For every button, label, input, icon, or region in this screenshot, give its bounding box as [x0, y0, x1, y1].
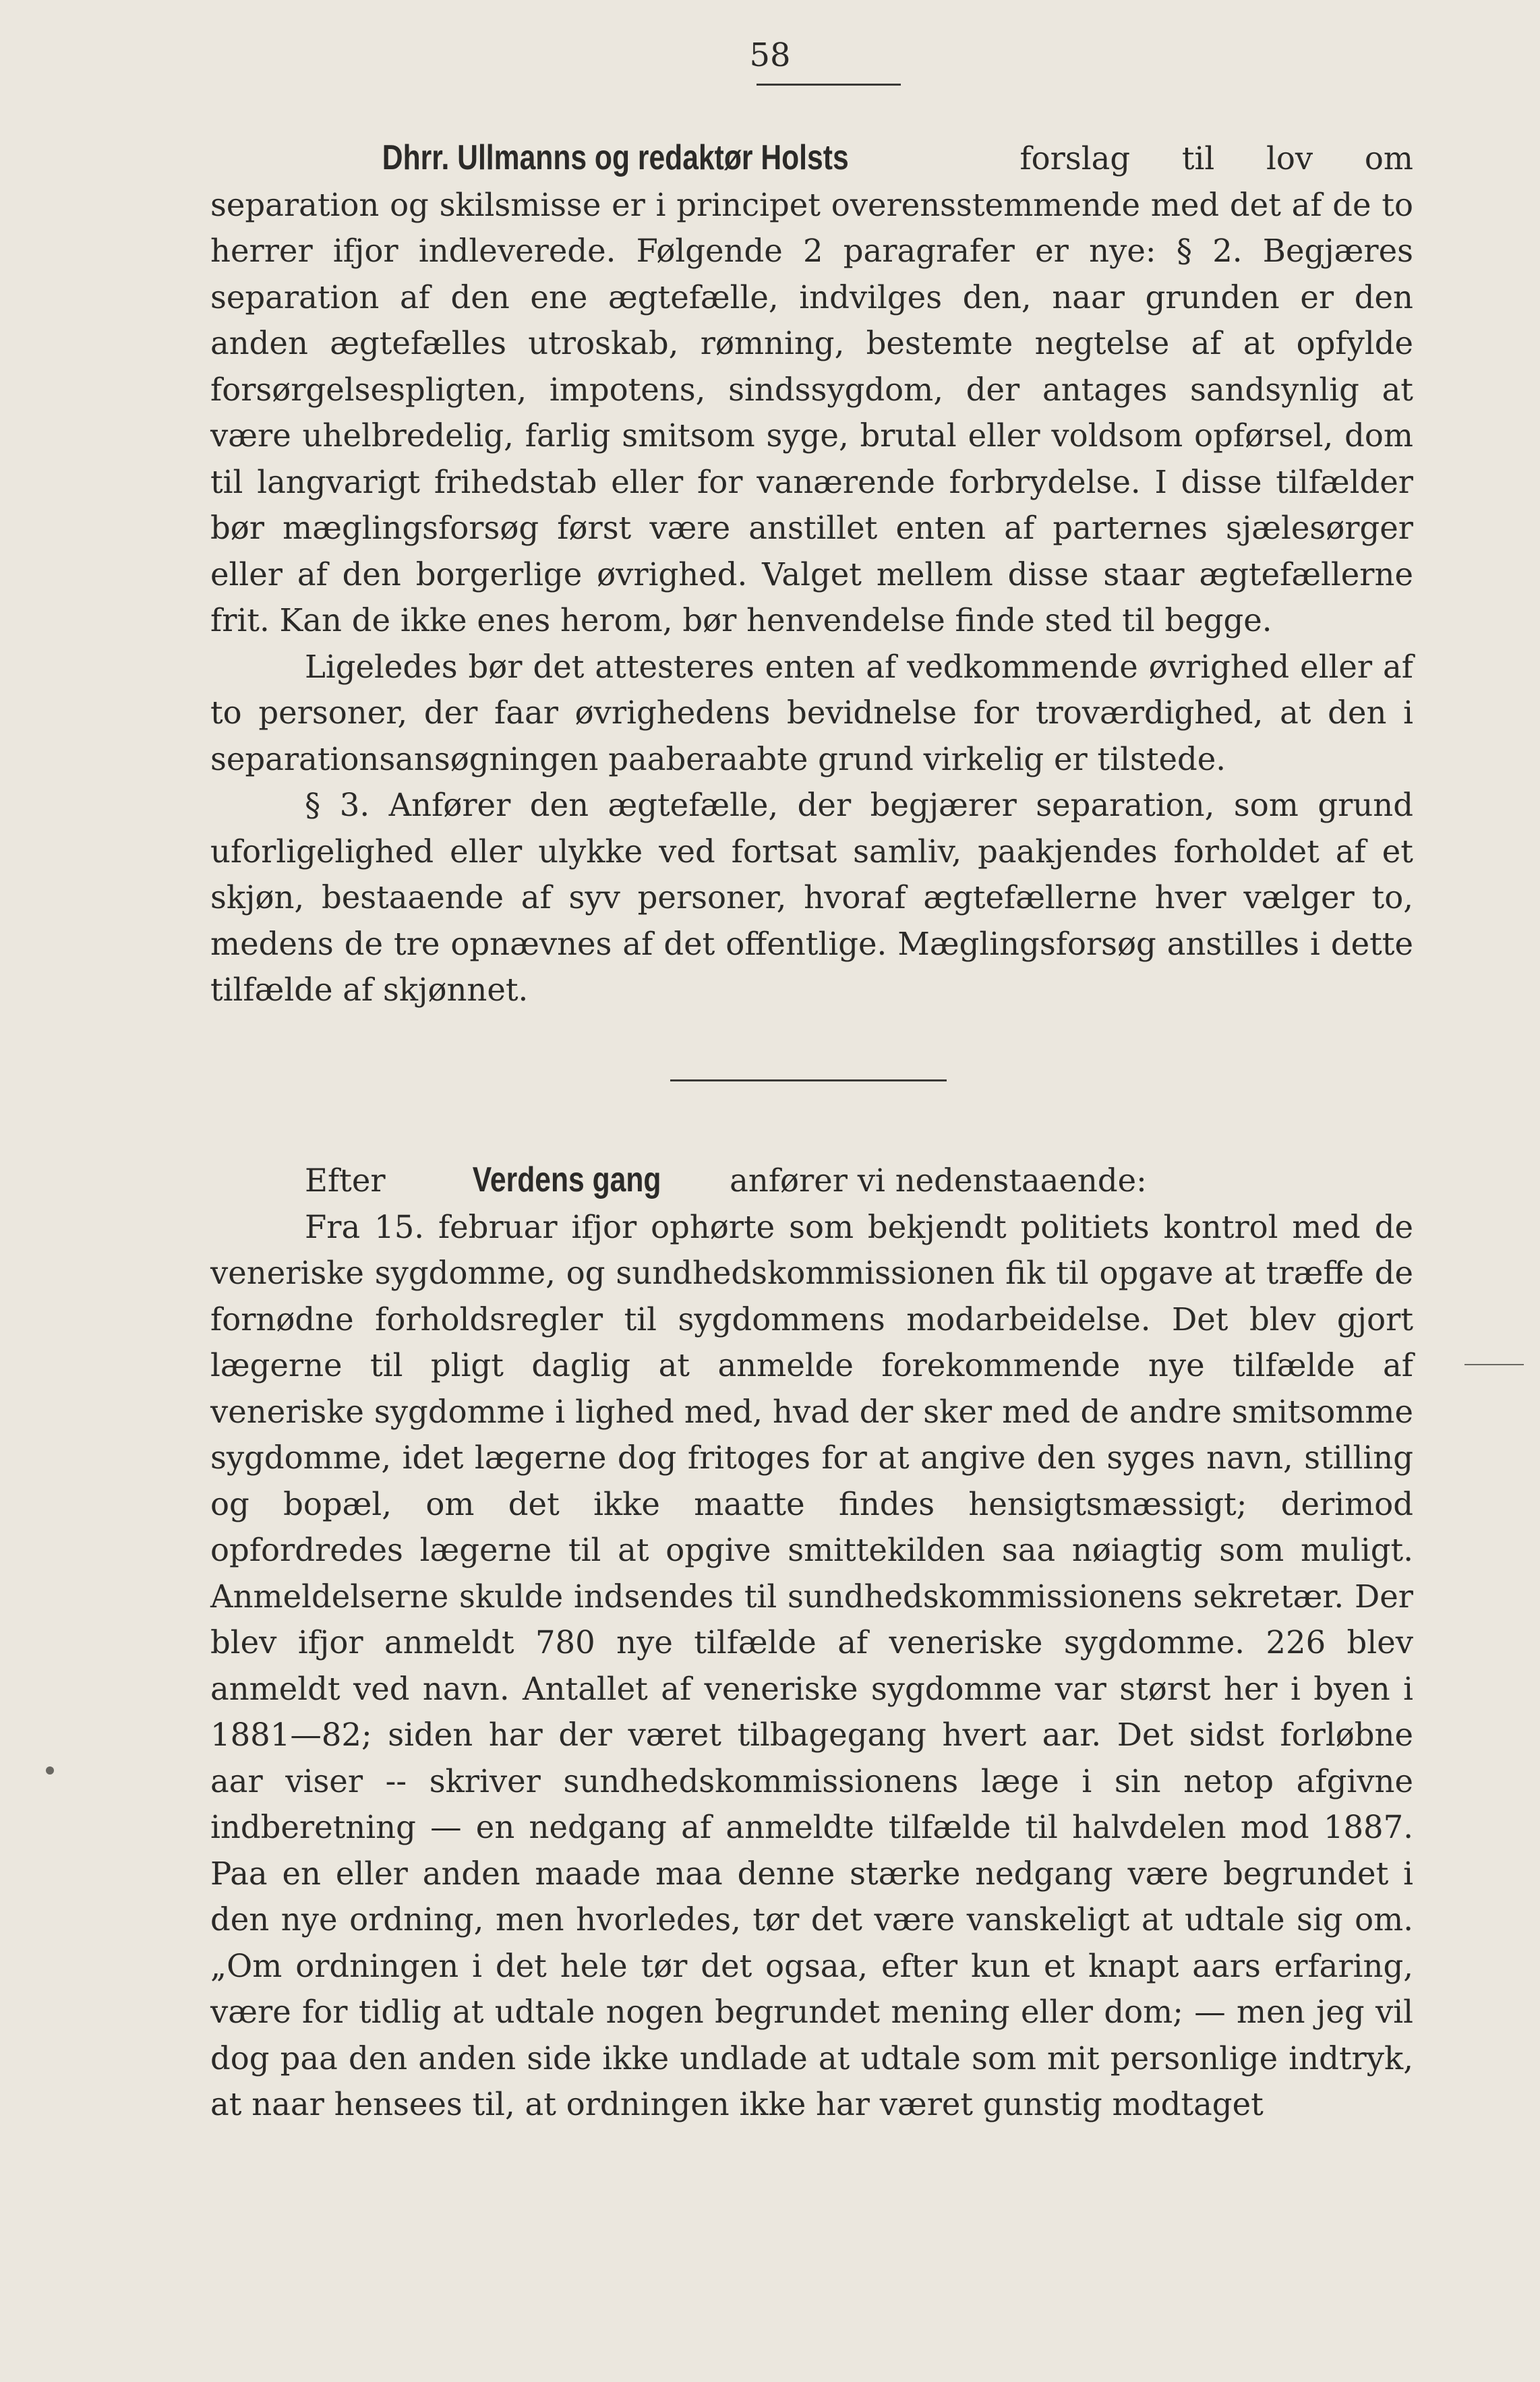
section-venereal-diseases: [210, 1157, 1413, 2128]
section-separation-law: [210, 135, 1413, 1013]
paragraph: [210, 135, 1413, 644]
intro-before: Efter: [305, 1162, 386, 1199]
paragraph: Fra 15. februar ifjor ophørte som bekjendt politiets kontrol med de veneriske sygdomme, og sundhedskommissionen fik til opgave at træffe de fornødne forholdsregler til sygdommens modarbeidelse. Det blev gjort lægerne til pligt daglig at anmelde forekommende nye tilfælde af veneriske sygdomme i lighed med, hvad der sker med de andre smitsomme sygdomme, idet lægerne dog fritoges for at angive den syges navn, stilling og bopæl, om det ikke maatte findes hensigtsmæssigt; derimod opfordredes lægerne til at opgive smittekilden saa nøiagtig som muligt. Anmeldelserne skulde indsendes til sundhedskommissionens sekretær. Der blev ifjor anmeldt 780 nye tilfælde af veneriske sygdomme. 226 blev anmeldt ved navn. Antallet af veneriske sygdomme var størst her i byen i 1881—82; siden har der været tilbagegang hvert aar. Det sidst forløbne aar viser -- skriver sundhedskommissionens læge i sin netop afgivne indberetning — en nedgang af anmeldte tilfælde til halvdelen mod 1887. Paa en eller anden maade maa denne stærke nedgang være begrundet i den nye ordning, men hvorledes, tør det være vanskeligt at udtale sig om. „Om ordningen i det hele tør det ogsaa, efter kun et knapt aars erfaring, være for tidlig at udtale nogen begrundet mening eller dom; — men jeg vil dog paa den anden side ikke undlade at udtale som mit personlige indtryk, at naar hensees til, at ordningen ikke har været gunstig modtaget: [210, 1208, 1413, 2122]
paragraph-text: forslag til lov om separation og skilsmisse er i principet overensstemmende med det af de to herrer ifjor indleverede. Følgende 2 paragrafer er nye: § 2. Begjæres separation af den ene ægtefælle, indvilges den, naar grunden er den anden ægtefælles utroskab, rømning, bestemte negtelse af at opfylde forsørgelsespligten, impotens, sindssygdom, der antages sandsynlig at være uhelbredelig, farlig smitsom syge, brutal eller voldsom opførsel, dom til langvarigt frihedstab eller for vanærende forbrydelse. I disse tilfælder bør mæglingsforsøg først være anstillet enten af parternes sjælesørger eller af den borgerlige øvrighed. Valget mellem disse staar ægtefællerne frit. Kan de ikke enes herom, bør henvendelse finde sted til begge.: [210, 140, 1413, 638]
section-heading: Verdens gang: [473, 1160, 661, 1199]
margin-dot: [46, 1766, 54, 1775]
page-number-rule: [757, 84, 901, 86]
section-divider: [670, 1079, 947, 1081]
intro-after: anfører vi nedenstaaende:: [730, 1162, 1147, 1199]
margin-mark: [1464, 1364, 1524, 1365]
paragraph: § 3. Anfører den ægtefælle, der begjærer separation, som grund uforligelighed eller ulykke ved fortsat samliv, paakjendes forholdet af et skjøn, bestaaende af syv personer, hvoraf ægtefællerne hver vælger to, medens de tre opnævnes af det offentlige. Mæglingsforsøg anstilles i dette tilfælde af skjønnet.: [210, 787, 1413, 1008]
page-number: 58: [749, 36, 791, 74]
section-heading: Dhrr. Ullmanns og redaktør Holsts: [382, 138, 849, 177]
section-intro: [210, 1157, 1413, 1204]
paragraph: Ligeledes bør det attesteres enten af vedkommende øvrighed eller af to personer, der faar øvrighedens bevidnelse for troværdighed, at den i separationsansøgningen paaberaabte grund virkelig er tilstede.: [210, 648, 1413, 777]
